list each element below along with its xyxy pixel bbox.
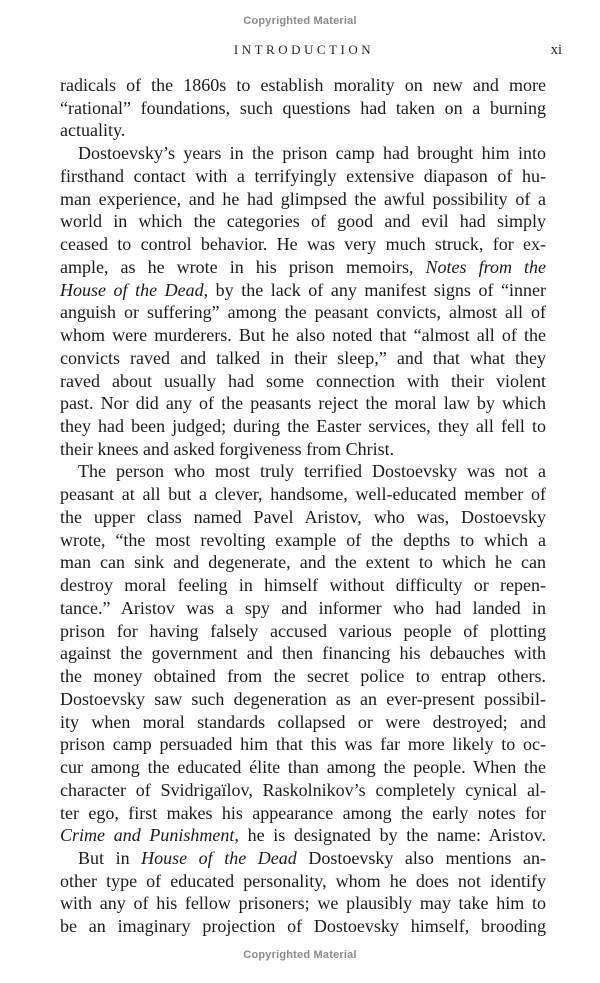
text-line — [60, 802, 546, 825]
text-line — [60, 460, 546, 483]
body-span: actuality. — [60, 120, 126, 141]
body-span: their knees and asked forgiveness from Christ. — [60, 438, 395, 459]
text-line — [60, 824, 546, 847]
book-title-text: Crime and Punishment — [60, 825, 235, 846]
body-span: destroy moral feeling in himself without difficulty or repen- — [60, 575, 546, 596]
text-line — [60, 506, 546, 529]
text-line — [60, 733, 546, 756]
body-span: raved about usually had some connection with their violent — [60, 370, 546, 391]
body-span: with any of his fellow prisoners; we plausibly may take him to — [60, 893, 546, 914]
body-span: , by the lack of any manifest signs of “inner — [203, 279, 546, 300]
text-line — [60, 301, 546, 324]
body-span: , he is designated by the name: Aristov. — [234, 825, 546, 846]
body-span: ter ego, first makes his appearance among the early notes for — [60, 802, 546, 823]
body-span: character of Svidrigaïlov, Raskolnikov’s completely cynical al- — [60, 779, 546, 800]
body-span: the money obtained from the secret police to entrap others. — [60, 666, 546, 687]
text-line — [60, 370, 546, 393]
text-line — [60, 483, 546, 506]
text-line — [60, 756, 546, 779]
text-line — [60, 642, 546, 665]
text-line — [60, 210, 546, 233]
text-line — [60, 415, 546, 438]
text-line — [60, 915, 546, 938]
text-line — [60, 324, 546, 347]
text-line — [60, 233, 546, 256]
body-span: ample, as he wrote in his prison memoirs, — [60, 256, 426, 277]
text-line — [60, 529, 546, 552]
text-line — [60, 574, 546, 597]
body-span: Dostoevsky’s years in the prison camp had brought him into — [78, 143, 546, 164]
body-span: firsthand contact with a terrifyingly extensive diapason of hu- — [60, 165, 546, 186]
text-line — [60, 142, 546, 165]
text-line — [60, 347, 546, 370]
text-line — [60, 711, 546, 734]
paragraph — [60, 847, 546, 938]
paragraph — [60, 460, 546, 846]
body-span: prison for having falsely accused various people of plotting — [60, 620, 546, 641]
chapter-title: INTRODUCTION — [233, 42, 375, 57]
body-span: convicts raved and talked in their sleep,” and that what they — [60, 347, 546, 368]
book-title-text: House of the Dead — [141, 847, 297, 868]
copyright-notice-top: Copyrighted Material — [243, 15, 357, 27]
body-span: be an imaginary projection of Dostoevsky himself, brooding — [60, 916, 546, 937]
book-title-text: Notes from the — [425, 256, 547, 277]
text-line — [60, 779, 546, 802]
book-title-text: House of the Dead — [60, 279, 204, 300]
body-span: Dostoevsky saw such degeneration as an ever-present possibil- — [60, 688, 546, 709]
text-line — [60, 847, 546, 870]
text-line — [60, 870, 546, 893]
text-line — [60, 74, 546, 97]
running-head — [62, 42, 562, 60]
body-span: tance.” Aristov was a spy and informer who had landed in — [60, 597, 546, 618]
body-span: ceased to control behavior. He was very much struck, for ex- — [60, 234, 546, 255]
body-span: world in which the categories of good and evil had simply — [60, 211, 546, 232]
body-text — [60, 74, 546, 938]
body-span: they had been judged; during the Easter services, they all fell to — [60, 416, 546, 437]
body-span: “rational” foundations, such questions had taken on a burning — [60, 97, 546, 118]
body-span: anguish or suffering” among the peasant convicts, almost all of — [60, 302, 546, 323]
body-span: past. Nor did any of the peasants reject the moral law by which — [60, 393, 546, 414]
body-span: The person who most truly terrified Dostoevsky was not a — [78, 461, 546, 482]
text-line — [60, 392, 546, 415]
copyright-notice-bottom: Copyrighted Material — [243, 949, 357, 961]
body-span: other type of educated personality, whom he does not identify — [60, 870, 546, 891]
body-span: radicals of the 1860s to establish morality on new and more — [60, 75, 546, 95]
text-line — [60, 256, 546, 279]
text-line — [60, 279, 546, 302]
page-number: xi — [550, 42, 562, 58]
text-line — [60, 688, 546, 711]
body-span: But in — [78, 847, 142, 868]
body-span: wrote, “the most revolting example of the depths to which a — [60, 529, 546, 550]
text-line — [60, 665, 546, 688]
body-span: Dostoevsky also mentions an- — [296, 847, 546, 868]
text-line — [60, 97, 546, 120]
text-line — [60, 165, 546, 188]
paragraph — [60, 142, 546, 460]
text-line — [60, 188, 546, 211]
body-span: prison camp persuaded him that this was far more likely to oc- — [60, 734, 546, 755]
paragraph — [60, 74, 546, 142]
body-span: ity when moral standards collapsed or were destroyed; and — [60, 711, 546, 732]
text-line — [60, 597, 546, 620]
body-span: man experience, and he had glimpsed the awful possibility of a — [60, 188, 546, 209]
text-line — [60, 620, 546, 643]
body-span: whom were murderers. But he also noted that “almost all of the — [60, 325, 546, 346]
body-span: the upper class named Pavel Aristov, who was, Dostoevsky — [60, 506, 546, 527]
body-span: peasant at all but a clever, handsome, well-educated member of — [60, 484, 546, 505]
text-line — [60, 438, 546, 461]
body-span: cur among the educated élite than among the people. When the — [60, 757, 546, 778]
body-span: man can sink and degenerate, and the extent to which he can — [60, 552, 546, 573]
text-line — [60, 119, 546, 142]
body-span: against the government and then financing his debauches with — [60, 643, 546, 664]
text-line — [60, 551, 546, 574]
text-line — [60, 892, 546, 915]
